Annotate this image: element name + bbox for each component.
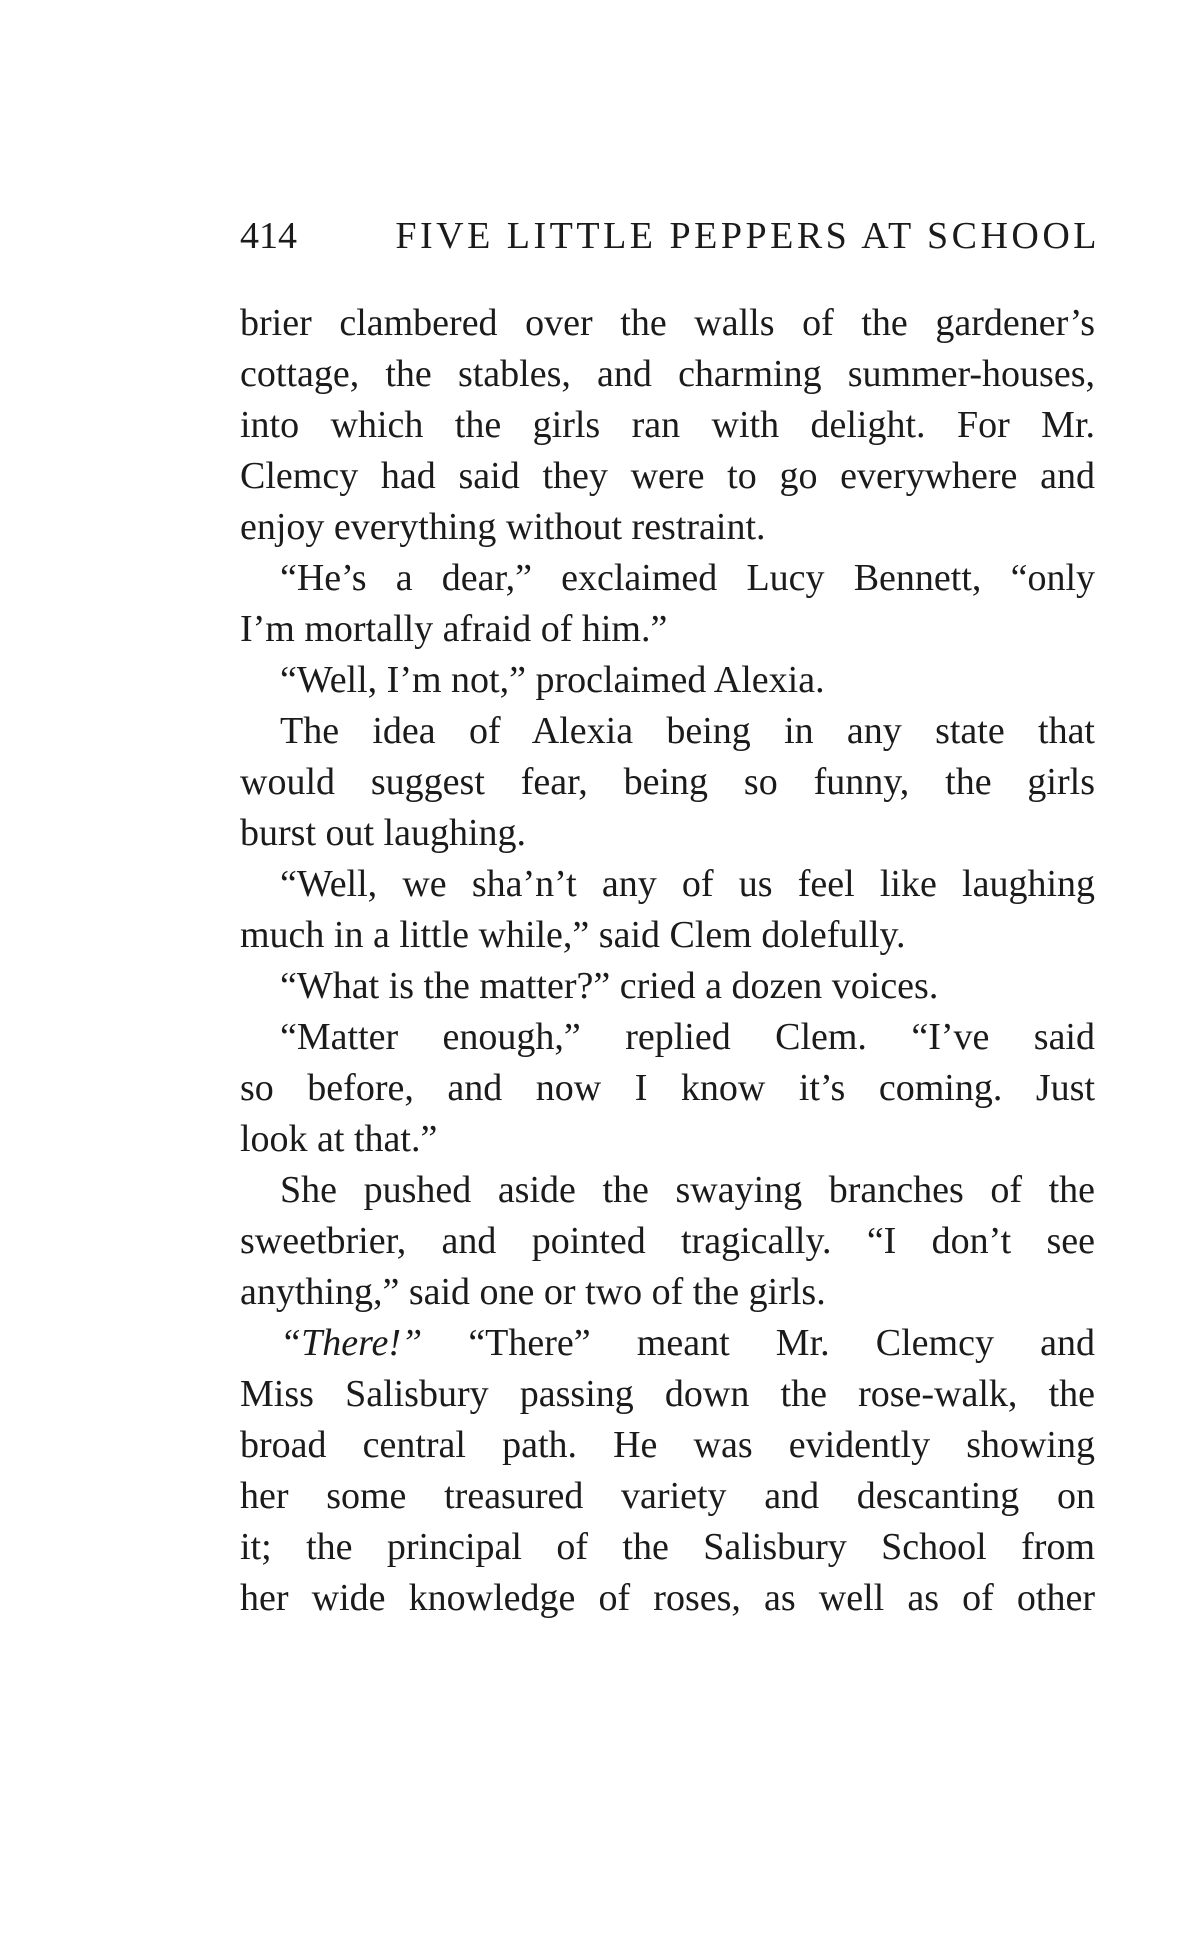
text-line: Miss Salisbury passing down the rose-walk, the <box>240 1373 1095 1415</box>
text-line: look at that.” <box>240 1118 438 1160</box>
text-line: I’m mortally afraid of him.” <box>240 608 668 650</box>
text-line: would suggest fear, being so funny, the girls <box>240 761 1095 803</box>
body-text <box>240 298 1095 1624</box>
page-number: 414 <box>240 215 297 257</box>
text-line-mixed <box>240 1318 1095 1369</box>
text-line: much in a little while,” said Clem dolefully. <box>240 914 906 956</box>
text-line: burst out laughing. <box>240 812 527 854</box>
text-line: “What is the matter?” cried a dozen voices. <box>280 965 939 1007</box>
text-line: so before, and now I know it’s coming. Just <box>240 1067 1095 1109</box>
running-head <box>240 214 1100 264</box>
text-line: her wide knowledge of roses, as well as of other <box>240 1577 1095 1619</box>
text-line: her some treasured variety and descanting on <box>240 1475 1095 1517</box>
text-line-rest: “There” meant Mr. Clemcy and <box>422 1322 1095 1364</box>
text-line: it; the principal of the Salisbury School from <box>240 1526 1095 1568</box>
text-line: Clemcy had said they were to go everywhere and <box>240 455 1095 497</box>
text-line: anything,” said one or two of the girls. <box>240 1271 826 1313</box>
text-line: “He’s a dear,” exclaimed Lucy Bennett, “only <box>280 557 1095 599</box>
text-line: “Well, we sha’n’t any of us feel like laughing <box>280 863 1095 905</box>
text-line: “Matter enough,” replied Clem. “I’ve said <box>280 1016 1095 1058</box>
text-line: into which the girls ran with delight. For Mr. <box>240 404 1095 446</box>
text-line: cottage, the stables, and charming summer-houses, <box>240 353 1095 395</box>
text-line-italic: “There!” <box>280 1322 423 1364</box>
running-title: FIVE LITTLE PEPPERS AT SCHOOL <box>395 215 1100 257</box>
text-line: She pushed aside the swaying branches of the <box>280 1169 1095 1211</box>
text-line: broad central path. He was evidently showing <box>240 1424 1095 1466</box>
text-line: brier clambered over the walls of the gardener’s <box>240 302 1095 344</box>
text-line: enjoy everything without restraint. <box>240 506 766 548</box>
text-line: “Well, I’m not,” proclaimed Alexia. <box>280 659 825 701</box>
text-line: The idea of Alexia being in any state that <box>280 710 1095 752</box>
text-line: sweetbrier, and pointed tragically. “I don’t see <box>240 1220 1095 1262</box>
